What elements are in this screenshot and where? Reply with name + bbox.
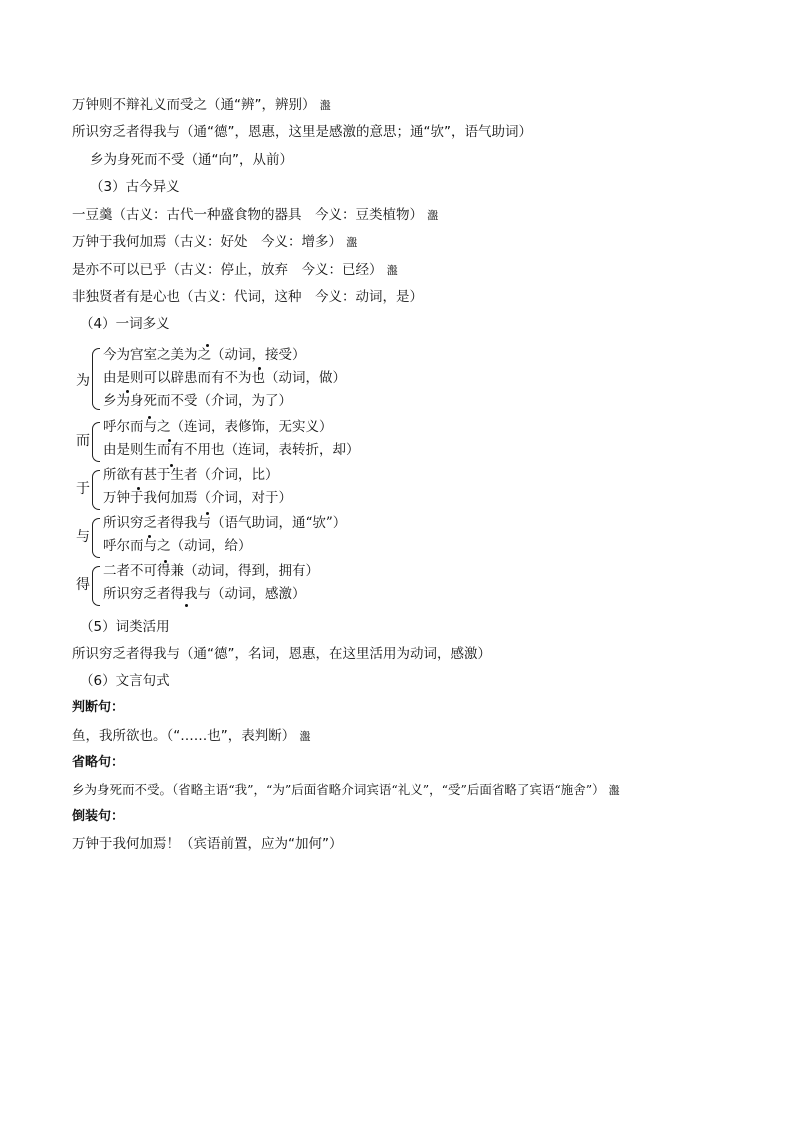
sense-row: 由是则可以辟患而有不为也（动词，做） xyxy=(103,370,346,386)
note-line-3: 乡为身死而不受（通“向”，从前） xyxy=(90,152,293,168)
sense-row: 呼尔而与之（动词，给） xyxy=(103,538,252,554)
subheading-judgment: 判断句： xyxy=(72,700,125,715)
brace-icon xyxy=(92,422,100,462)
note-line-2: 所识穷乏者得我与（通“德”，恩惠，这里是感激的意思；通“欤”，语气助词） xyxy=(72,124,532,140)
sense-row: 所识穷乏者得我与（语气助词，通“欤”） xyxy=(103,515,347,531)
watermark-glyph-icon: 瀊 xyxy=(319,99,331,112)
ancient-modern-line-2: 万钟于我何加焉（古义：好处 今义：增多） 瀊 xyxy=(72,234,358,250)
brace-icon xyxy=(92,566,100,606)
watermark-glyph-icon: 瀊 xyxy=(346,236,358,249)
emphasis-dot xyxy=(168,439,171,442)
subheading-inversion: 倒装句： xyxy=(72,809,125,824)
headword: 而 xyxy=(76,433,90,449)
judgment-example: 鱼，我所欲也。（“……也”，表判断） 瀊 xyxy=(72,728,311,744)
ancient-modern-line-4: 非独贤者有是心也（古义：代词，这种 今义：动词，是） xyxy=(72,289,423,305)
headword: 与 xyxy=(76,529,90,545)
emphasis-dot xyxy=(126,390,129,393)
emphasis-dot xyxy=(164,560,167,563)
brace-icon xyxy=(92,518,100,558)
sense-row: 二者不可得兼（动词，得到，拥有） xyxy=(103,563,319,579)
headword: 为 xyxy=(76,373,90,389)
emphasis-dot xyxy=(258,367,261,370)
sense-row: 万钟于我何加焉（介词，对于） xyxy=(103,490,292,506)
sense-row: 呼尔而与之（连词，表修饰，无实义） xyxy=(103,419,333,435)
headword: 得 xyxy=(76,577,90,593)
sense-row: 由是则生而有不用也（连词，表转折，却） xyxy=(103,442,360,458)
brace-icon xyxy=(92,470,100,510)
emphasis-dot xyxy=(185,604,188,607)
sense-row: 乡为身死而不受（介词，为了） xyxy=(103,393,292,409)
watermark-glyph-icon: 瀊 xyxy=(386,264,398,277)
watermark-glyph-icon: 瀊 xyxy=(427,209,439,222)
section-heading-5: （5）词类活用 xyxy=(80,619,170,635)
sense-row: 所识穷乏者得我与（动词，感激） xyxy=(103,586,306,602)
note-line-1: 万钟则不辩礼义而受之（通“辨”，辨别） 瀊 xyxy=(72,97,331,113)
section-heading-4: （4）一词多义 xyxy=(80,316,170,332)
watermark-glyph-icon: 瀊 xyxy=(608,784,620,797)
emphasis-dot xyxy=(206,344,209,347)
inversion-example: 万钟于我何加焉！（宾语前置，应为“加何”） xyxy=(72,836,343,852)
ancient-modern-line-1: 一豆羹（古义：古代一种盛食物的器具 今义：豆类植物） 瀊 xyxy=(72,207,439,223)
emphasis-dot xyxy=(148,416,151,419)
brace-icon xyxy=(92,348,100,410)
section-heading-6: （6）文言句式 xyxy=(80,673,170,689)
subheading-omission: 省略句： xyxy=(72,755,125,770)
emphasis-dot xyxy=(206,512,209,515)
sense-row: 今为宫室之美为之（动词，接受） xyxy=(103,347,306,363)
omission-example: 乡为身死而不受。（省略主语“我”，“为”后面省略介词宾语“礼义”，“受”后面省略了宾语“施舍”） 瀊 xyxy=(72,782,620,797)
emphasis-dot xyxy=(170,464,173,467)
ancient-modern-line-3: 是亦不可以已乎（古义：停止，放弃 今义：已经） 瀊 xyxy=(72,262,398,278)
section-heading-3: （3）古今异义 xyxy=(90,179,180,195)
emphasis-dot xyxy=(148,535,151,538)
watermark-glyph-icon: 瀊 xyxy=(299,730,311,743)
word-class-line: 所识穷乏者得我与（通“德”，名词，恩惠，在这里活用为动词，感激） xyxy=(72,646,491,662)
emphasis-dot xyxy=(137,487,140,490)
sense-row: 所欲有甚于生者（介词，比） xyxy=(103,467,279,483)
headword: 于 xyxy=(76,481,90,497)
